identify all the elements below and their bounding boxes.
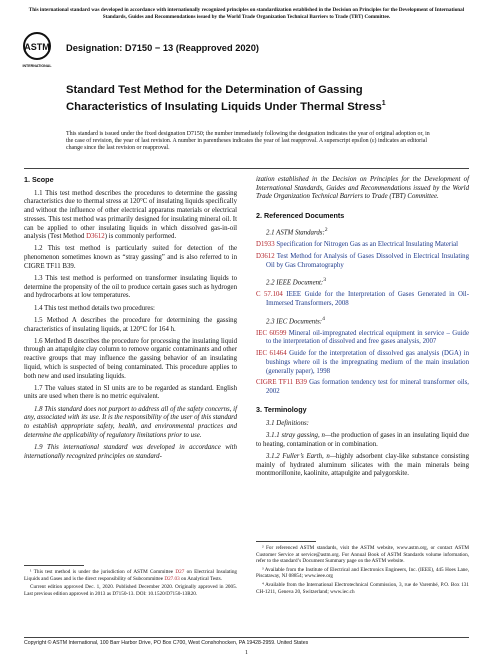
- iec-documents-label: [256, 315, 469, 327]
- link-d3612[interactable]: D3612: [86, 233, 105, 241]
- footnote-text: on Analytical Tests.: [179, 575, 222, 582]
- footnote-divider-right: [256, 541, 316, 542]
- title-footnote-marker: 1: [381, 100, 386, 107]
- svg-text:ASTM: ASTM: [24, 42, 50, 52]
- definition-text: highly adsorbent clay-like substance consisting mainly of hydrated aluminum silicates with the main minerals being montmorillonite, kaolinite, attapulgite and palygorskite.: [256, 453, 469, 478]
- title-text: Standard Test Method for the Determination of Gassing Characteristics of Insulating Liquids Under Thermal Stress: [66, 84, 382, 113]
- footnote-1: [24, 569, 237, 582]
- reference-iec61464: [256, 350, 469, 376]
- copyright-notice: Copyright © ASTM International, 100 Barr Harbor Drive, PO Box C700, West Conshohocken, PA 19428-2959. United States: [24, 640, 309, 646]
- reference-d1933: [256, 241, 469, 250]
- term: 3.1.1 stray gassing, n—: [266, 432, 332, 440]
- link-d27-03[interactable]: D27.03: [164, 575, 180, 582]
- issuance-note: This standard is issued under the fixed designation D7150; the number immediately following the designation indicates the year of original adoption or, in the case of revision, the year of last revision. A number in parentheses indicates the year of last reapproval. A superscript epsilon (ε) indicates an editorial change since the last revision or reapproval.: [66, 131, 430, 152]
- link-cigre[interactable]: CIGRE TF11 B39: [256, 379, 307, 387]
- link-d3612-ref[interactable]: D3612: [256, 253, 275, 260]
- footnote-current-edition: Current edition approved Dec. 1, 2020. Published December 2020. Originally approved in 2005. Last previous edition approved in 2013 as D7150-13. DOI: 10.1520/D7150-13R20.: [24, 584, 237, 597]
- link-iec60599[interactable]: IEC 60599: [256, 329, 287, 337]
- footnotes-right: [256, 545, 469, 597]
- section-heading-referenced-documents: 2. Referenced Documents: [256, 210, 345, 220]
- paragraph-text: ) is commonly performed.: [104, 233, 177, 241]
- page-number: 1: [245, 650, 248, 656]
- paragraph-1-5: 1.5 Method A describes the procedure for determining the gassing characteristics of insulating liquids, at 120°C for 164 h.: [24, 316, 237, 333]
- reference-title[interactable]: Gas formation tendency test for mineral transformer oils, 2002: [266, 379, 469, 395]
- definition-stray-gassing: [256, 432, 469, 449]
- paragraph-1-3: 1.3 This test method is performed on transformer insulating liquids to determine the propensity of the oil to produce certain gases such as hydrogen and hydrocarbons at low temperatures.: [24, 275, 237, 300]
- reference-title[interactable]: Test Method for Analysis of Gases Dissolved in Electrical Insulating Oil by Gas Chromatography: [266, 253, 469, 269]
- footnote-text: on Electrical Insulating Liquids and Gases and is the direct responsibility of Subcommittee: [24, 569, 238, 582]
- footnote-3: ³ Available from the Institute of Electrical and Electronics Engineers, Inc. (IEEE), 445 Hoes Lane, Piscataway, NJ 08854; www.ieee.org: [256, 566, 469, 580]
- footnote-marker: 3: [323, 277, 327, 284]
- section-heading-scope: 1. Scope: [24, 175, 54, 184]
- paragraph-1-9-continued: ization established in the Decision on Principles for the Development of International Standards, Guides and Recommendations issued by the World Trade Organization Technical Barriers to Trade (TBT) Committee.: [256, 176, 469, 201]
- paragraph-1-2: 1.2 This test method is particularly suited for detection of the phenomenon sometimes known as “stray gassing” and is also referred to in CIGRE TF11 B39.: [24, 245, 237, 270]
- link-iec61464[interactable]: IEC 61464: [256, 350, 287, 358]
- reference-title[interactable]: IEEE Guide for the Interpretation of Gases Generated in Oil-Immersed Transformers, 2008: [266, 291, 469, 308]
- footnote-4: ⁴ Available from the International Electrotechnical Commission, 3, rue de Varembé, P.O. Box 131 CH-1211, Geneva 20, Switzerland; www.iec.ch: [256, 581, 469, 595]
- definition-text: the production of gases in an insulating liquid due to heating, contamination or in combination.: [256, 432, 469, 448]
- paragraph-1-4: 1.4 This test method details two procedures:: [34, 304, 155, 312]
- reference-title[interactable]: Specification for Nitrogen Gas as an Electrical Insulating Material: [276, 241, 459, 249]
- reference-c57104: [256, 291, 469, 308]
- reference-cigre: [256, 379, 469, 396]
- reference-title[interactable]: Guide for the interpretation of dissolved gas analysis (DGA) in bushings where oil is the impregnating medium of the main insulation (generally paper), 1998: [266, 350, 469, 375]
- reference-title[interactable]: Mineral oil-impregnated electrical equipment in service – Guide to the interpretation of dissolved and free gases analysis, 2007: [266, 329, 469, 346]
- link-d27[interactable]: D27: [175, 569, 185, 575]
- paragraph-text: 1.1 This test method describes the procedures to determine the gassing characteristics due to thermal stress at 120°C of insulating liquids specifically and without the influence of other electrical apparatus materials or electrical stresses. This test method was primarily designed for insulating mineral oil. It can be applied to other insulating liquids in which dissolved gas-in-oil analysis (Test Method: [24, 189, 237, 241]
- paragraph-1-1: [24, 190, 237, 242]
- paragraph-1-6: 1.6 Method B describes the procedure for processing the insulating liquid through an attapulgite clay column to remove organic contaminants and other reactive groups that may influence the gassing behavior of an insulating liquid, which is suspected of being contaminated. This procedure applies to both new and used insulating liquids.: [24, 337, 237, 380]
- footnote-marker: 2: [324, 227, 328, 234]
- left-column: [24, 176, 237, 465]
- paragraph-1-7: 1.7 The values stated in SI units are to be regarded as standard. English units are used when there is no metric equivalent.: [24, 384, 237, 401]
- right-column: [256, 176, 469, 483]
- astm-logo-icon: [22, 31, 52, 71]
- paragraph-1-9: 1.9 This international standard was developed in accordance with internationally recognized principles on standard-: [24, 443, 237, 460]
- ieee-document-label: [256, 276, 469, 288]
- link-d1933[interactable]: D1933: [256, 241, 275, 249]
- term: 3.1.2 Fuller’s Earth, n—: [266, 453, 336, 461]
- footnotes-left: [24, 569, 237, 599]
- footnote-text: ¹ This test method is under the jurisdiction of ASTM Committee: [30, 569, 176, 575]
- definition-fullers-earth: [256, 453, 469, 479]
- label-text: 3.1 Definitions:: [266, 420, 309, 428]
- footnote-marker: 4: [322, 315, 325, 322]
- footnote-divider-left: [24, 565, 84, 566]
- reference-iec60599: [256, 330, 469, 347]
- international-standard-notice: This international standard was developed in accordance with internationally recognized principles on standardization established in the Decision on Principles for the Development of International Standards, Guides and Recommendations issued by the World Trade Organization Technical Barriers to Trade (TBT) Committee.: [28, 7, 465, 20]
- header-divider: [24, 168, 469, 169]
- paragraph-1-8: 1.8 This standard does not purport to address all of the safety concerns, if any, associated with its use. It is the responsibility of the user of this standard to establish appropriate safety, health, and environmental practices and determine the applicability of regulatory limitations prior to use.: [24, 405, 237, 439]
- label-text: 2.3 IEC Documents:: [266, 318, 323, 326]
- definitions-label: [256, 420, 469, 429]
- section-heading-terminology: 3. Terminology: [256, 404, 307, 414]
- designation: Designation: D7150 − 13 (Reapproved 2020): [66, 43, 259, 53]
- reference-d3612: [256, 253, 469, 270]
- logo-text: INTERNATIONAL: [22, 64, 52, 68]
- footnote-2: ² For referenced ASTM standards, visit the ASTM website, www.astm.org, or contact ASTM Customer Service at service@astm.org. For Annual Book of ASTM Standards volume information, refer to the standard’s Document Summary page on the ASTM website.: [256, 545, 469, 565]
- link-c57104[interactable]: C 57.104: [256, 291, 283, 299]
- document-title: [66, 84, 396, 114]
- label-text: 2.2 IEEE Document:: [266, 279, 324, 287]
- astm-standards-label: [256, 226, 469, 238]
- footer-divider: [24, 637, 469, 638]
- label-text: 2.1 ASTM Standards:: [266, 229, 325, 237]
